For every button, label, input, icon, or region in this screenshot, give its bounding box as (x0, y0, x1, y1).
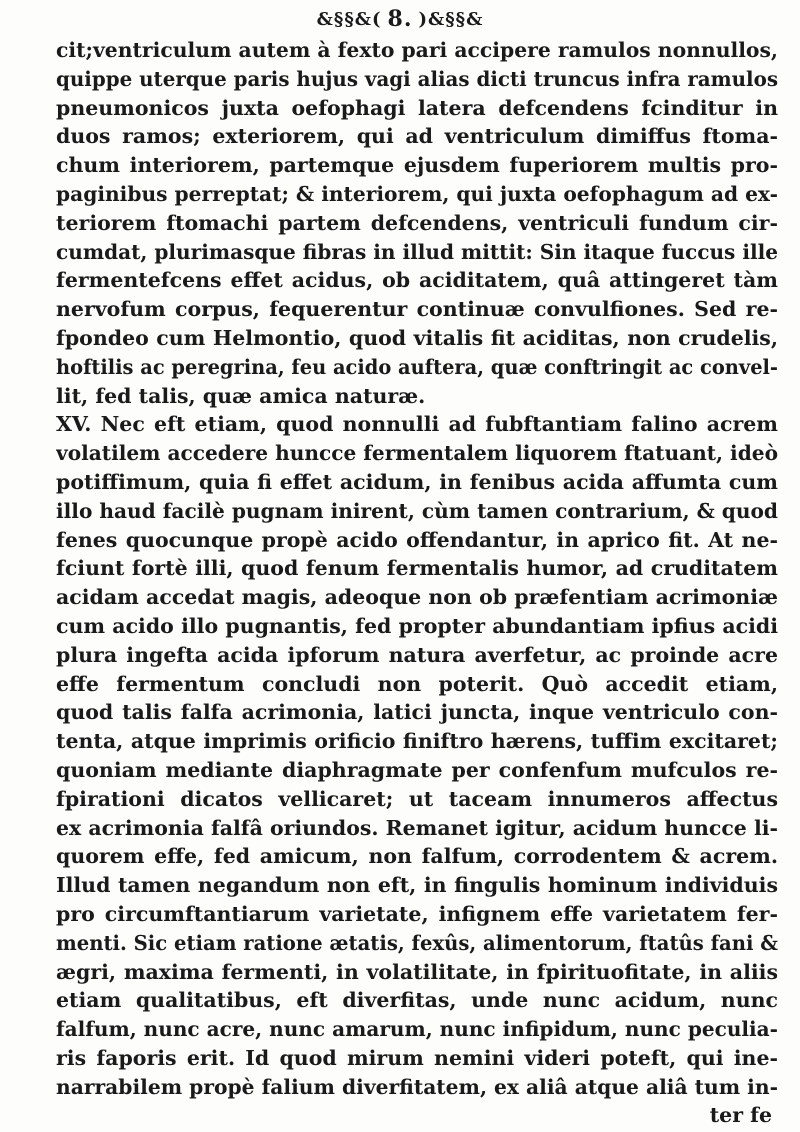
text-line: quorem effe, fed amicum, non falfum, corrodentem & acrem. (56, 844, 778, 869)
text-line: ex acrimonia falfâ oriundos. Remanet igitur, acidum huncce li- (56, 815, 778, 840)
page-number: 8. (387, 6, 413, 32)
text-line: fermentefcens effet acidus, ob aciditatem, quâ attingeret tàm (56, 268, 778, 293)
text-line: paginibus perreptat; & interiorem, qui juxta oefophagum ad ex- (56, 181, 778, 206)
text-line: ter fe (709, 1103, 772, 1128)
body-text (56, 36, 778, 1130)
text-line: fciunt fortè illi, quod fenum fermentalis humor, ad cruditatem (56, 556, 778, 581)
text-line: tenta, atque imprimis orificio finiftro hærens, tuffim excitaret; (56, 729, 778, 754)
text-line: Illud tamen negandum non eft, in fingulis hominum individuis (56, 873, 778, 898)
text-line: pneumonicos juxta oefophagi latera defcendens fcinditur in (56, 95, 778, 120)
text-line: XV. Nec eft etiam, quod nonnulli ad fubftantiam falino acrem (56, 412, 778, 437)
text-line: duos ramos; exteriorem, qui ad ventriculum dimiffus ftoma- (56, 124, 778, 149)
text-line: potiffimum, quia fi effet acidum, in fenibus acida affumta cum (56, 469, 778, 494)
header-ornament-left: &§§&( (316, 8, 382, 30)
text-line: nervofum corpus, fequerentur continuæ convulfiones. Sed re- (56, 297, 778, 322)
text-line: cumdat, plurimasque fibras in illud mittit: Sin itaque fuccus ille (56, 239, 778, 264)
text-line: illo haud facilè pugnam inirent, cùm tamen contrarium, & quod (56, 498, 778, 523)
text-line: acidam accedat magis, adeoque non ob præfentiam acrimoniæ (56, 585, 778, 610)
text-line: pro circumftantiarum varietate, infignem effe varietatem fer- (56, 901, 778, 926)
text-line: falfum, nunc acre, nunc amarum, nunc infipidum, nunc peculia- (56, 1017, 778, 1042)
header-ornament-right: )&§§& (418, 8, 484, 30)
text-line: fenes quocunque propè acido offendantur, in aprico fit. At ne- (56, 527, 778, 552)
text-line: narrabilem propè falium diverfitatem, ex aliâ atque aliâ tum in- (56, 1074, 778, 1099)
text-line: quippe uterque paris hujus vagi alias dicti truncus infra ramulos (56, 66, 778, 91)
text-line: ægri, maxima fermenti, in volatilitate, in fpirituofitate, in aliis (56, 959, 778, 984)
text-line: lit, fed talis, quæ amica naturæ. (56, 383, 426, 408)
text-line: effe fermentum concludi non poterit. Quò accedit etiam, (56, 671, 778, 696)
text-line: volatilem accedere huncce fermentalem liquorem ftatuant, ideò (56, 441, 778, 466)
text-line: chum interiorem, partemque ejusdem fuperiorem multis pro- (56, 153, 778, 178)
text-line: ris faporis erit. Id quod mirum nemini videri poteft, qui ine- (56, 1045, 778, 1070)
text-line: cum acido illo pugnantis, fed propter abundantiam ipfius acidi (56, 613, 778, 638)
text-line: hoftilis ac peregrina, feu acido auftera, quæ conftringit ac convel- (56, 354, 778, 379)
page-header (0, 2, 800, 36)
text-line: quoniam mediante diaphragmate per confenfum mufculos re- (56, 757, 778, 782)
text-line: menti. Sic etiam ratione ætatis, fexûs, alimentorum, ftatûs fani & (56, 930, 778, 955)
text-line: etiam qualitatibus, eft diverfitas, unde nunc acidum, nunc (56, 988, 778, 1013)
text-line: fpirationi dicatos vellicaret; ut taceam innumeros affectus (56, 786, 778, 811)
text-line: plura ingefta acida ipforum natura averfetur, ac proinde acre (56, 642, 778, 667)
text-line: fpondeo cum Helmontio, quod vitalis fit aciditas, non crudelis, (56, 325, 778, 350)
text-line: teriorem ftomachi partem defcendens, ventriculi fundum cir- (56, 210, 778, 235)
text-line: cit;ventriculum autem à fexto pari accipere ramulos nonnullos, (56, 38, 778, 62)
text-line: quod talis falfa acrimonia, latici juncta, inque ventriculo con- (56, 700, 778, 725)
